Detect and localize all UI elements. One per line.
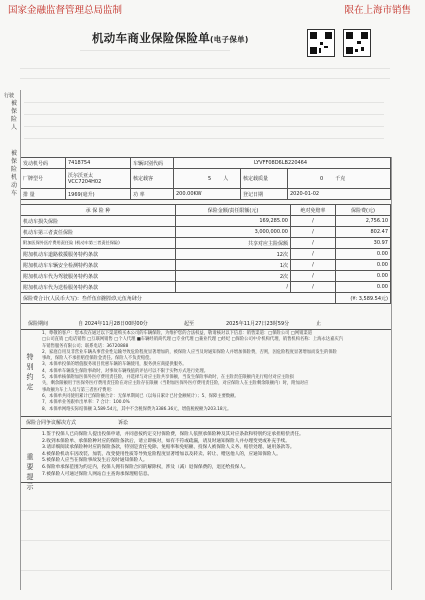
policy-title-main: 机动车商业保险保险单: [92, 31, 210, 45]
policy-number-line: [80, 50, 230, 51]
coverage-name: 附加医保外医疗费用责任险 (机动车第三者责任保险): [21, 238, 176, 249]
notice-rule: [20, 482, 391, 483]
coverage-name: 附加机动车车辆安全检测特约条款: [21, 260, 176, 271]
applicant-rule: [24, 114, 384, 115]
displacement-label: 排 量: [21, 189, 66, 200]
load-label: 核定载质量: [241, 169, 288, 189]
table-row: [21, 249, 391, 260]
period-mid: 起至: [184, 321, 195, 327]
displacement-value: 1969(毫升): [66, 189, 131, 200]
coverage-deductible: /: [291, 271, 336, 282]
load-cell: 0 千克: [288, 169, 391, 189]
period-label: 保险期间: [28, 321, 49, 327]
blank-rule: [20, 570, 390, 571]
coverage-amount: 3,000,000.00: [176, 227, 291, 238]
engine-value: 7418754: [66, 158, 131, 169]
header-rule: [20, 78, 390, 79]
coverage-amount: /: [176, 282, 291, 293]
supervisor-text: 国家金融监督管理总局监制: [8, 5, 123, 16]
seats-cell: 5 人: [174, 169, 241, 189]
applicant-rule: [24, 138, 384, 139]
coverage-premium: 802.47: [336, 227, 391, 238]
coverage-premium: 0.00: [336, 260, 391, 271]
coverage-amount: 1次: [176, 260, 291, 271]
vin-value: LYVFF08D6LB220464: [174, 158, 391, 169]
special-agreement-text: 1、尊敬的客户：您本次在通过以下渠道购买本公司的车辆保险，为维护您的合法权益，敬请核对以下信息：销售渠道：□保险公司 □网销渠道 □公司直销 □电话销售 □互联网销售 □个人代理 ■车辆经销商代理 □专业代理 □兼业代理 □经纪 □保险公司中介机构代理，销售机构名称：上海永达嘉庆汽 车销售服务有限公司；联系电话：36720888 2、家庭自用及非营业车辆从事营业性运输导致危险程度显著增加的，被保险人应当及时通知保险人并增加保险费，否则，因危险程度显著增加而发生的保险 事故，保险人不承担赔偿保险金责任。保险人不负责赔偿。 3、本保单投保的增值服务项目优惠车辆的车辆使用，服务供应商提供服务。 4、本保单车辆发生保险事故时，对事故车辆残值的评估可以不限于实物方式进行处理。 5、本保单核保附加医保外医疗费用责任险，并选择与对应主险共享保额，当发生保险事故时，在主险责任限额内先行赔付对应主险损 失，剩余限额用于医保外医疗费用责任险在对应主险存在限额（当附加医保外医疗费用责任险，对应保险人在主险剩余限额内）时，附加对应 事故额为车上人员与第三者医疗费用： 6、本保单共同使用累计已保险额合计：无保单期间已（以每日累计已付金额统计）；5、保障主要数额。 7、本保单业务跟单出单率：7 合计：100.0% 8、本保单网络实际结保额 3,589.54元，其中不含税保费为3386.36元，增值税税额为203.18元。: [42, 331, 343, 412]
table-row: [21, 238, 391, 249]
coverage-name: 附加机动车代为送检服务特约条款: [21, 282, 176, 293]
coverage-premium: 0.00: [336, 271, 391, 282]
coverage-amount: 共享对应主险保额: [176, 238, 291, 249]
period-from: 自 2024年11月28日00时00分: [78, 321, 148, 327]
blank-rule: [20, 510, 390, 511]
important-notice-text: 1.鉴于投保人已向保险人提出投保申请，并同意按约定交付保险费，保险人依照承保险种及其对应条款和特别约定承担赔偿责任。 2.收到本保险单、承保险种对应的保险条款后，请立即核对，如有不符或疏漏，请及时通知保险人并办理变更或补充手续。 3.请详细阅读承保险种对应的保险条款，特别是责任免除、免赔率和免赔额、投保人被保险人义务、赔偿处理、通用条款等。 4.被保险机动车因改装、加装、改变使用性质等导致危险程度显著增加以及转卖、转让、赠送他人的，应通知保险人。 5.被保险人应当在保险事故发生后及时通知保险人。 6.保险单承保范围为约定内，投保人拥有保险合同的解除权，涉及（减）退保保费的，退还给投保人。 7.被保险人可通过保险人网站自主查询承保理赔信息。: [42, 432, 304, 477]
period-end: 止: [316, 321, 322, 327]
engine-label: 发动机号码: [21, 158, 66, 169]
coverage-premium: 0.00: [336, 249, 391, 260]
register-label: 登记日期: [241, 189, 288, 200]
seats-label: 核定载客: [131, 169, 174, 189]
coverage-amount: 12次: [176, 249, 291, 260]
important-notice-label: 重 要 提 示: [26, 453, 34, 491]
vehicle-side-label: 被 保 险 机 动 车: [10, 150, 17, 197]
applicant-rule: [24, 102, 384, 103]
power-label: 功 率: [131, 189, 174, 200]
coverage-header-premium: 保险费(元): [336, 205, 391, 216]
vin-label: 车辆识别代码: [131, 158, 174, 169]
coverage-premium: 2,756.10: [336, 216, 391, 227]
table-row: [21, 227, 391, 238]
special-agreement-label: 特 别 约 定: [26, 353, 34, 391]
coverage-header-amount: 保险金额/责任限额(元): [176, 205, 291, 216]
vehicle-table: [20, 157, 391, 200]
blank-rule: [20, 540, 390, 541]
coverage-name: 机动车损失保险: [21, 216, 176, 227]
coverage-name: 附加机动车道路救援服务特约条款: [21, 249, 176, 260]
coverage-deductible: /: [291, 227, 336, 238]
special-rule: [20, 416, 391, 417]
table-row: [21, 282, 391, 293]
qr-code-icon: [343, 29, 371, 57]
model-label: 厂牌型号: [21, 169, 66, 189]
coverage-deductible: /: [291, 216, 336, 227]
coverage-deductible: /: [291, 282, 336, 293]
coverage-premium: 0.00: [336, 282, 391, 293]
coverage-amount: 2次: [176, 271, 291, 282]
right-border: [391, 157, 392, 590]
premium-total-label: 保险费合计(人民币大写)：叁仟伍佰捌拾玖元伍角肆分: [21, 293, 336, 304]
table-row: [21, 271, 391, 282]
coverage-amount: 169,285.00: [176, 216, 291, 227]
dispute-value: 诉讼: [118, 420, 129, 426]
left-border: [20, 90, 21, 590]
dispute-label: 保险合同争议解决方式: [26, 420, 77, 426]
premium-total-value: (¥: 3,589.54元): [336, 293, 391, 304]
coverage-deductible: /: [291, 249, 336, 260]
side-label-top: 行驶: [4, 93, 15, 99]
header-rule: [20, 68, 390, 69]
sales-region-text: 限在上海市销售: [344, 5, 411, 16]
coverage-premium: 30.97: [336, 238, 391, 249]
coverage-header-deductible: 绝对免赔率: [291, 205, 336, 216]
register-value: 2020-01-02: [288, 189, 391, 200]
power-value: 200.00KW: [174, 189, 241, 200]
model-value: 沃尔沃亚太 VCC7204H02: [66, 169, 131, 189]
table-row: [21, 216, 391, 227]
applicant-rule: [24, 126, 384, 127]
coverage-deductible: /: [291, 238, 336, 249]
policy-title-sub: (电子保单): [210, 35, 249, 44]
applicant-side-label: 被 保 险 人: [10, 100, 17, 131]
coverage-header-name: 承 保 险 种: [21, 205, 176, 216]
dispute-rule: [20, 428, 391, 429]
qr-code-icon: [307, 29, 335, 57]
coverage-table: [20, 204, 391, 304]
coverage-name: 机动车第三者责任保险: [21, 227, 176, 238]
policy-title: [92, 30, 249, 46]
period-rule: [20, 329, 391, 330]
table-row: [21, 260, 391, 271]
period-to: 2025年11月27日23时59分: [226, 321, 290, 327]
coverage-deductible: /: [291, 260, 336, 271]
coverage-name: 附加机动车代为驾驶服务特约条款: [21, 271, 176, 282]
